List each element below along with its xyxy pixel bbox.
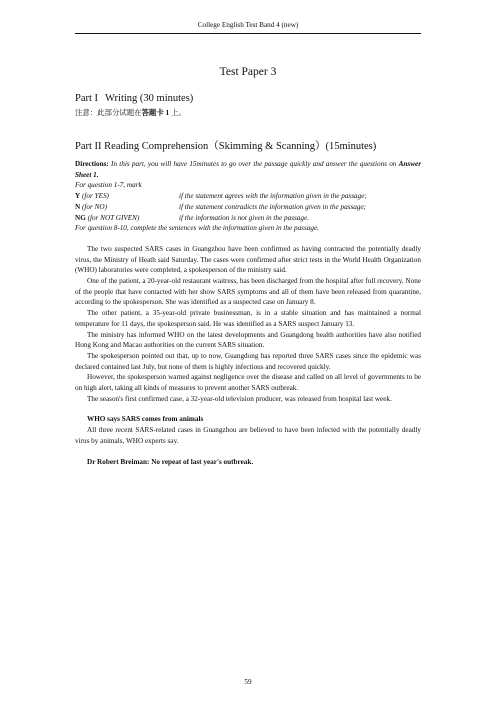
question-range-1: For question 1-7, mark bbox=[75, 181, 142, 190]
passage-paragraph: The season's first confirmed case, a 32-year-old television producer, was released from hospital last week. bbox=[87, 394, 392, 403]
passage-paragraph: The spokesperson pointed out that, up to now, Guangdong has reported three SARS cases since the epidemic was declared contained last July, but none of them is highly infectious and recovered quickly. bbox=[75, 351, 421, 371]
header-rule bbox=[75, 33, 421, 34]
page-content bbox=[75, 66, 421, 467]
passage-paragraph: The other patient, a 35-year-old private businessman, is in a stable situation and has maintained a normal temperature for 11 days, the spokesperson said. He was identified as a SARS suspect January 13. bbox=[75, 309, 421, 328]
page-number: 59 bbox=[244, 678, 252, 686]
code-yes: Y (for YES) if the statement agrees with the information given in the passage; bbox=[75, 192, 367, 201]
note-prefix: 注意：此部分试题在 bbox=[75, 108, 142, 117]
part2-heading: Part II Reading Comprehension（Skimming & Scanning）(15minutes) bbox=[75, 141, 377, 152]
code-no-definition: if the statement contradicts the information given in the passage; bbox=[179, 202, 367, 211]
directions-text: In this part, you will have 15minutes to go over the passage quickly and answer the questions on bbox=[108, 160, 399, 168]
passage-paragraph: One of the patient, a 20-year-old restaurant waitress, has been discharged from the hospital after full recovery. None of the people that have contacted with her show SARS symptoms and all of them have been released from quarantine, according to the spokesperson. She was identified as a suspected case on January 8. bbox=[75, 277, 421, 307]
section-subheading: Dr Robert Breiman: No repeat of last year's outbreak. bbox=[87, 457, 254, 466]
running-head: College English Test Band 4 (new) bbox=[197, 21, 299, 29]
test-paper-title: Test Paper 3 bbox=[219, 66, 277, 78]
part1-label: Part I bbox=[75, 93, 99, 104]
part1-note bbox=[75, 107, 421, 118]
passage-paragraph: The ministry has informed WHO on the latest developments and Guangdong health authorities have also notified Hong Kong and Macao authorities on the current SARS situation. bbox=[75, 330, 421, 350]
passage-paragraph: The two suspected SARS cases in Guangzhou have been confirmed as having contracted the potentially deadly virus, the Ministry of Heath said Saturday. The cases were confirmed after strict tests in the World Health Organization (WHO) laboratories were completed, a spokesperson of the ministry said. bbox=[75, 244, 421, 275]
part1-title: Writing (30 minutes) bbox=[105, 93, 194, 104]
directions bbox=[75, 159, 421, 180]
part1-heading bbox=[75, 93, 421, 104]
passage-paragraph: However, the spokesperson warned against negligence over the disease and called on all level of governments to be on high alert, taking all kinds of measures to prevent another SARS outbreak. bbox=[75, 373, 421, 393]
note-answer-sheet: 答题卡 1 bbox=[141, 108, 170, 117]
question-range-2: For question 8-10, complete the sentences with the information given in the passage. bbox=[75, 224, 319, 233]
note-suffix: 上。 bbox=[169, 108, 186, 117]
directions-lead: Directions: bbox=[75, 160, 109, 168]
code-not-given: NG (for NOT GIVEN) if the information is not given in the passage. bbox=[75, 213, 309, 222]
section-subheading: WHO says SARS comes from animals bbox=[87, 415, 204, 424]
directions-answer-sheet: Answer Sheet 1. bbox=[75, 160, 421, 179]
code-no: N (for NO) if the statement contradicts the information given in the passage; bbox=[75, 202, 367, 211]
passage-paragraph: All three recent SARS-related cases in Guangzhou are believed to have been infected with the potentially deadly virus by animals, WHO experts say. bbox=[75, 426, 421, 445]
code-not-given-definition: if the information is not given in the passage. bbox=[179, 213, 309, 222]
code-yes-definition: if the statement agrees with the information given in the passage; bbox=[179, 192, 367, 201]
